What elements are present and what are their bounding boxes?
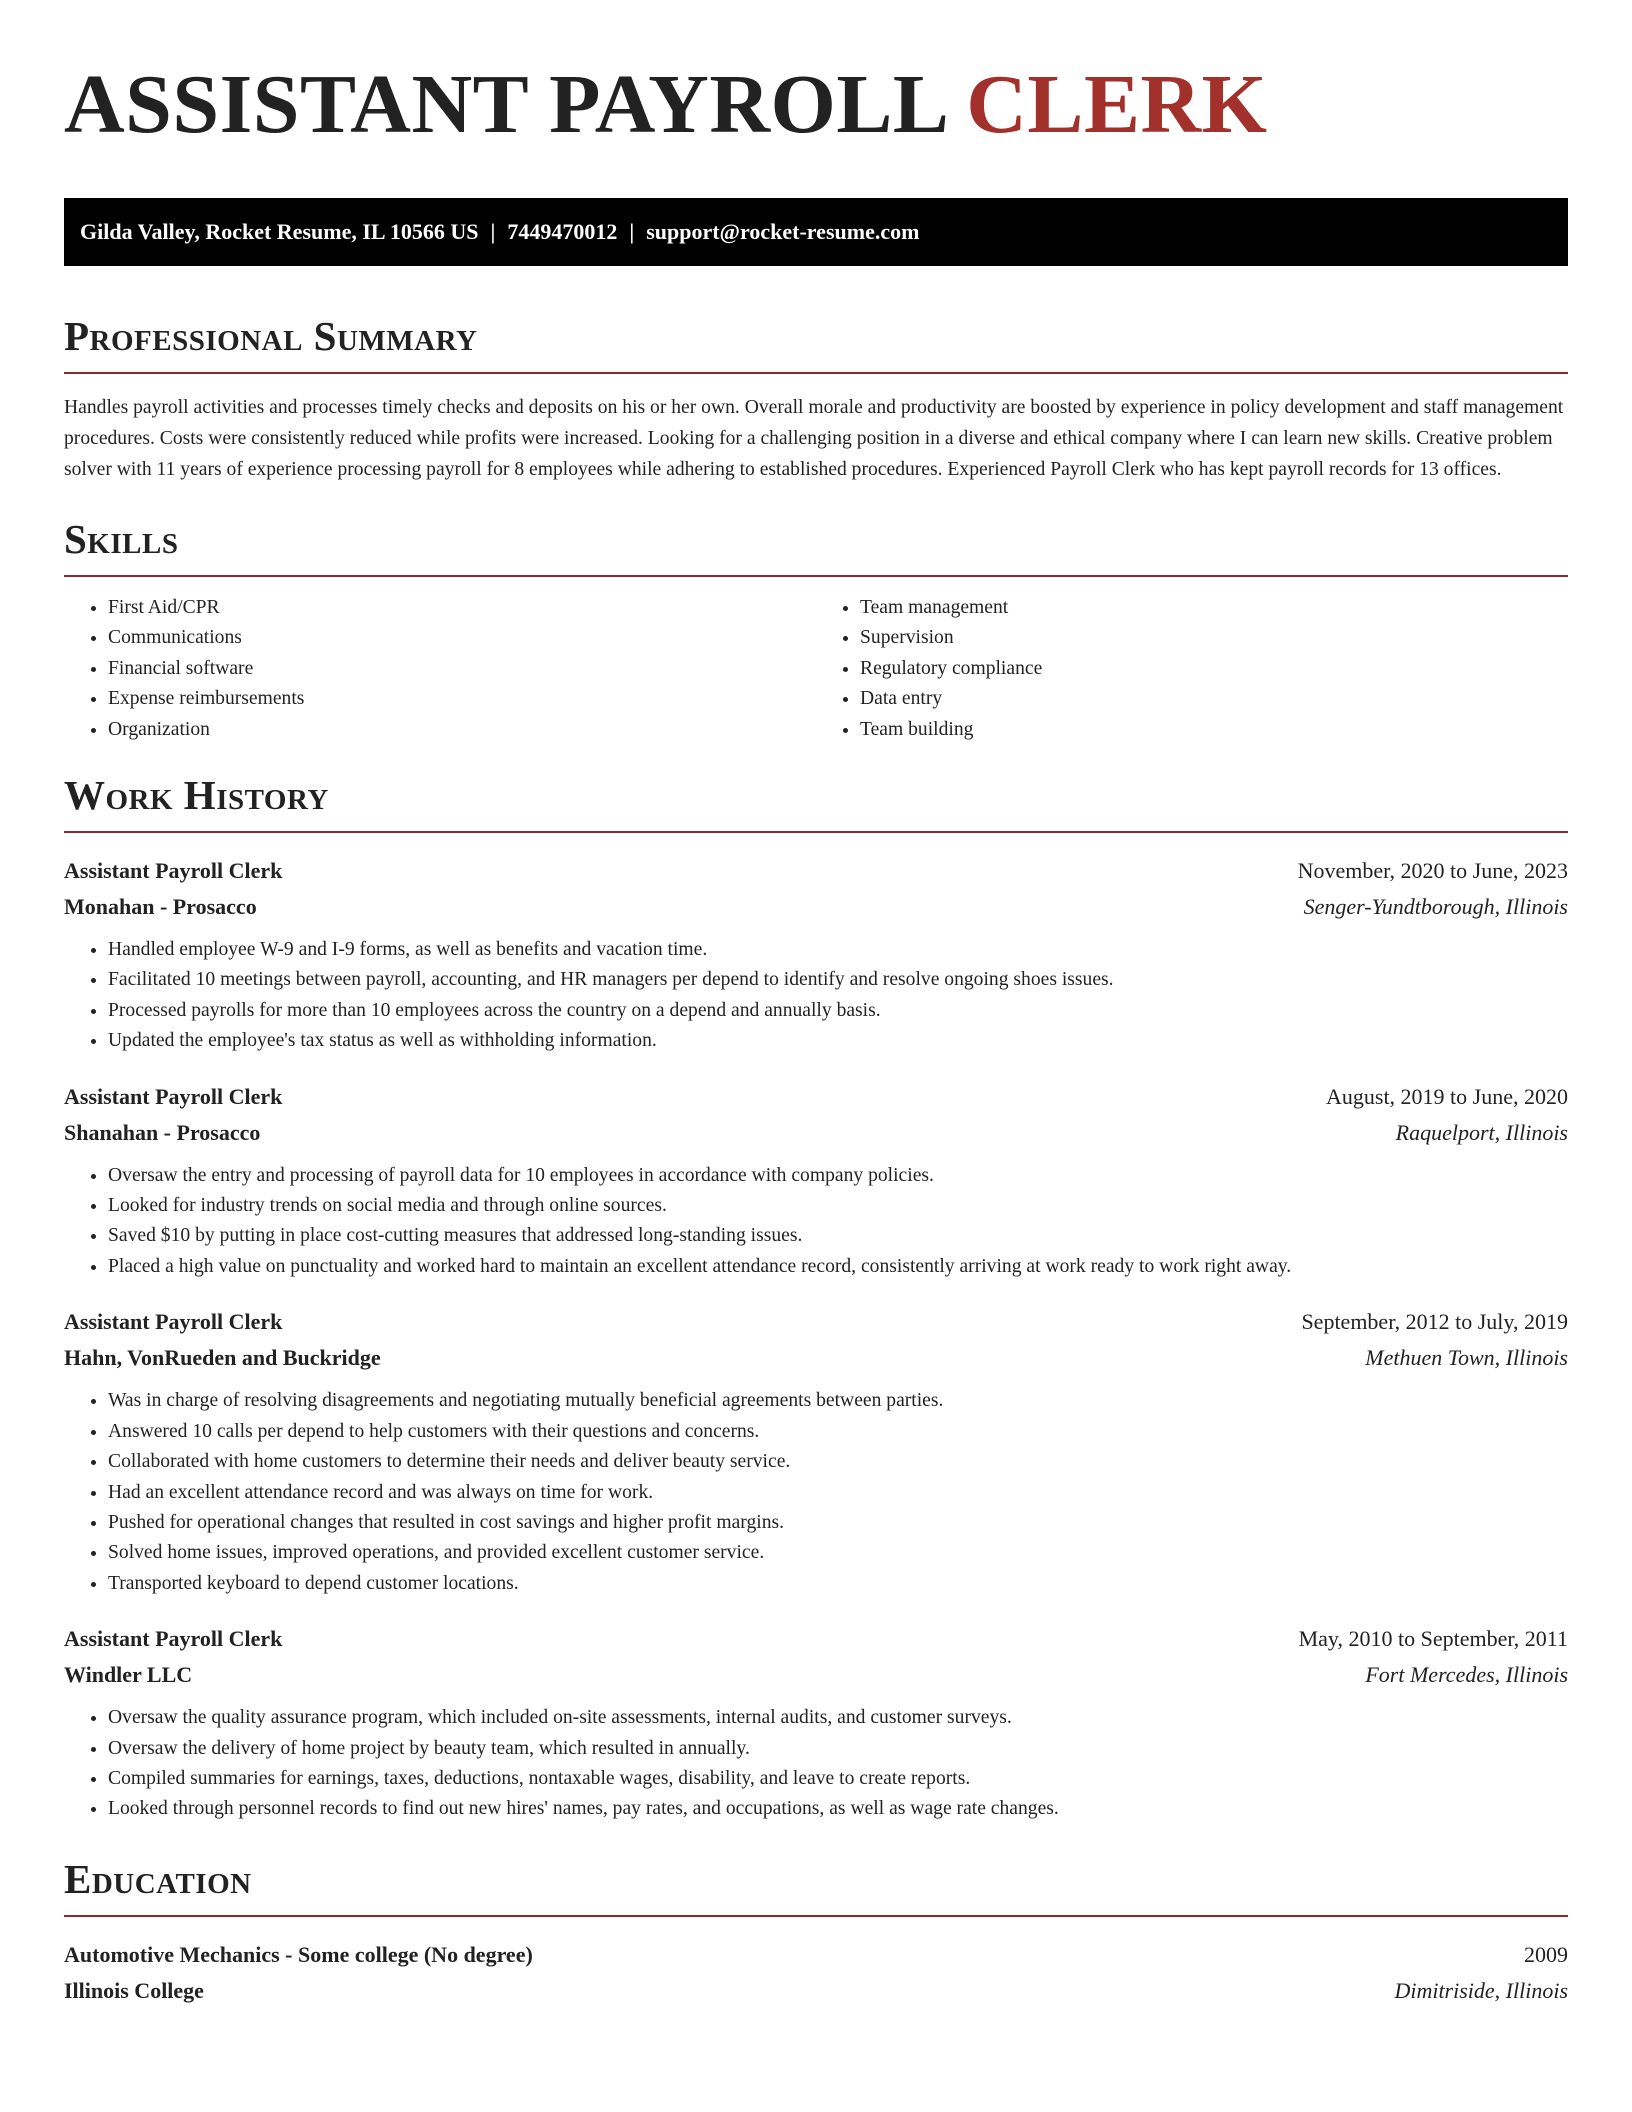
job-title: Assistant Payroll Clerk: [64, 1083, 283, 1109]
job-dates: September, 2012 to July, 2019: [1301, 1309, 1568, 1335]
job-company: Shanahan - Prosacco: [64, 1119, 261, 1145]
job-bullet: • Oversaw the quality assurance program, which included on-site assessments, internal audits, and customer surveys.: [108, 1703, 1568, 1733]
education-school-row: [64, 1973, 1568, 2009]
section-heading-education: Education: [64, 1853, 1568, 1917]
job-dates: May, 2010 to September, 2011: [1298, 1626, 1568, 1652]
job-bullets: [64, 935, 1568, 1057]
job-bullet: • Pushed for operational changes that resulted in cost savings and higher profit margins.: [108, 1508, 1568, 1538]
job-bullet: • Updated the employee's tax status as well as withholding information.: [108, 1026, 1568, 1056]
job-entry: [64, 853, 1568, 1057]
job-title: Assistant Payroll Clerk: [64, 858, 283, 884]
job-bullet: • Transported keyboard to depend customer locations.: [108, 1569, 1568, 1599]
job-company-row: [64, 889, 1568, 925]
job-header-row: [64, 853, 1568, 889]
skill-item: • Team building: [860, 715, 1568, 745]
skill-item: • Data entry: [860, 684, 1568, 714]
education-degree-row: [64, 1937, 1568, 1973]
education-year: 2009: [1524, 1941, 1568, 1967]
job-bullet: • Had an excellent attendance record and was always on time for work.: [108, 1478, 1568, 1508]
skill-item: • Team management: [860, 593, 1568, 623]
job-bullet: • Facilitated 10 meetings between payroll, accounting, and HR managers per depend to identify and resolve ongoing shoes issues.: [108, 965, 1568, 995]
contact-separator: |: [490, 219, 496, 244]
job-location: Fort Mercedes, Illinois: [1365, 1662, 1568, 1688]
contact-bar: [64, 198, 1568, 266]
skill-item: • Financial software: [108, 654, 816, 684]
skill-item: • Organization: [108, 715, 816, 745]
education-degree: Automotive Mechanics - Some college (No degree): [64, 1941, 533, 1967]
job-title: Assistant Payroll Clerk: [64, 1626, 283, 1652]
job-bullet: • Collaborated with home customers to determine their needs and deliver beauty service.: [108, 1447, 1568, 1477]
job-bullets: [64, 1703, 1568, 1825]
job-company: Windler LLC: [64, 1662, 193, 1688]
job-bullet: • Looked through personnel records to find out new hires' names, pay rates, and occupations, as well as wage rate changes.: [108, 1794, 1568, 1824]
job-bullet: • Was in charge of resolving disagreements and negotiating mutually beneficial agreements between parties.: [108, 1386, 1568, 1416]
job-dates: November, 2020 to June, 2023: [1297, 858, 1568, 884]
job-header-row: [64, 1304, 1568, 1340]
job-location: Raquelport, Illinois: [1395, 1119, 1568, 1145]
skill-item: • Expense reimbursements: [108, 684, 816, 714]
job-bullet: • Looked for industry trends on social media and through online sources.: [108, 1191, 1568, 1221]
education-school: Illinois College: [64, 1977, 204, 2003]
skill-item: • Communications: [108, 623, 816, 653]
job-dates: August, 2019 to June, 2020: [1326, 1083, 1568, 1109]
job-location: Methuen Town, Illinois: [1365, 1345, 1568, 1371]
job-company-row: [64, 1340, 1568, 1376]
section-heading-skills: Skills: [64, 513, 1568, 577]
job-header-row: [64, 1621, 1568, 1657]
resume-title: [64, 0, 1568, 155]
education-location: Dimitriside, Illinois: [1394, 1977, 1568, 2003]
skills-column-left: [64, 593, 816, 745]
contact-separator: |: [629, 219, 635, 244]
job-company-row: [64, 1115, 1568, 1151]
title-accent: CLERK: [966, 58, 1268, 151]
job-bullet: • Oversaw the delivery of home project by beauty team, which resulted in annually.: [108, 1734, 1568, 1764]
job-bullet: • Saved $10 by putting in place cost-cutting measures that addressed long-standing issues.: [108, 1221, 1568, 1251]
job-entry: [64, 1079, 1568, 1283]
job-title: Assistant Payroll Clerk: [64, 1309, 283, 1335]
skill-item: • Regulatory compliance: [860, 654, 1568, 684]
job-company-row: [64, 1657, 1568, 1693]
skills-list: [64, 593, 1568, 745]
title-main: ASSISTANT PAYROLL: [64, 58, 945, 151]
job-bullet: • Oversaw the entry and processing of payroll data for 10 employees in accordance with company policies.: [108, 1161, 1568, 1191]
job-bullet: • Handled employee W-9 and I-9 forms, as well as benefits and vacation time.: [108, 935, 1568, 965]
job-bullet: • Placed a high value on punctuality and worked hard to maintain an excellent attendance record, consistently arriving at work ready to work right away.: [108, 1252, 1568, 1282]
job-company: Hahn, VonRueden and Buckridge: [64, 1345, 381, 1371]
job-bullet: • Answered 10 calls per depend to help customers with their questions and concerns.: [108, 1417, 1568, 1447]
contact-phone: 7449470012: [507, 219, 618, 244]
skills-column-right: [816, 593, 1568, 745]
section-heading-summary: Professional Summary: [64, 310, 1568, 374]
job-location: Senger-Yundtborough, Illinois: [1303, 894, 1568, 920]
skill-item: • First Aid/CPR: [108, 593, 816, 623]
education-entry: [64, 1937, 1568, 2009]
job-bullet: • Solved home issues, improved operations, and provided excellent customer service.: [108, 1538, 1568, 1568]
job-bullets: [64, 1161, 1568, 1283]
job-company: Monahan - Prosacco: [64, 894, 257, 920]
job-bullet: • Processed payrolls for more than 10 employees across the country on a depend and annually basis.: [108, 996, 1568, 1026]
job-entry: [64, 1621, 1568, 1825]
job-bullets: [64, 1386, 1568, 1599]
summary-text: Handles payroll activities and processes timely checks and deposits on his or her own. Overall morale and productivity are boosted by experience in policy development and staff management procedures. Costs were consistently reduced while profits were increased. Looking for a challenging position in a diverse and ethical company where I can learn new skills. Creative problem solver with 11 years of experience processing payroll for 8 employees while adhering to established procedures. Experienced Payroll Clerk who has kept payroll records for 13 offices.: [64, 397, 1564, 480]
contact-address: Gilda Valley, Rocket Resume, IL 10566 US: [80, 219, 479, 244]
job-header-row: [64, 1079, 1568, 1115]
section-heading-work-history: Work History: [64, 769, 1568, 833]
job-bullet: • Compiled summaries for earnings, taxes, deductions, nontaxable wages, disability, and leave to create reports.: [108, 1764, 1568, 1794]
job-entry: [64, 1304, 1568, 1599]
skill-item: • Supervision: [860, 623, 1568, 653]
contact-email[interactable]: support@rocket-resume.com: [646, 219, 920, 244]
